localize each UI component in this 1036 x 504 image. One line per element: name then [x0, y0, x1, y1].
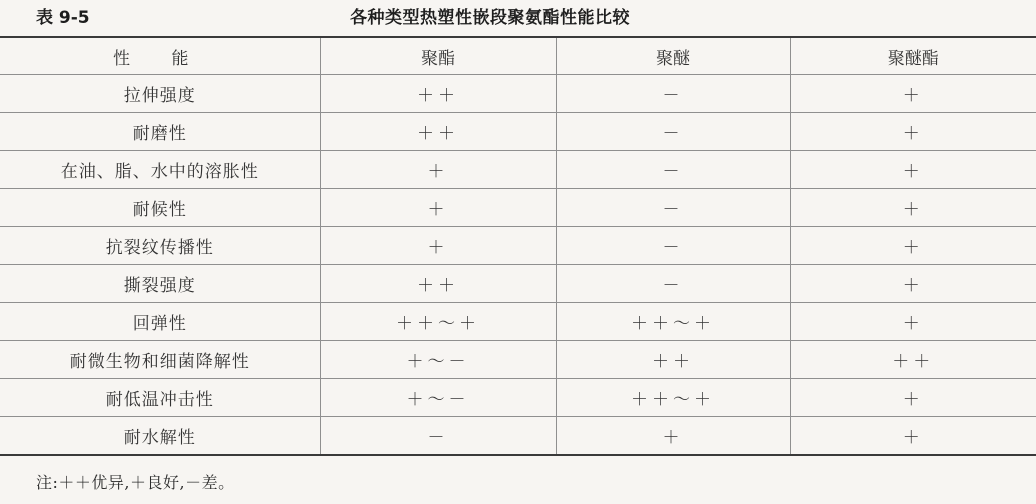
header-property: 性 能: [0, 37, 320, 75]
polyester-rating: ＋＋: [320, 265, 556, 303]
table-row: [0, 113, 1036, 151]
polyester-rating: ＋＋～＋: [320, 303, 556, 341]
polyether-rating: －: [556, 113, 790, 151]
property-cell: 耐候性: [0, 189, 320, 227]
table-row: [0, 417, 1036, 456]
table-row: [0, 303, 1036, 341]
table-row: [0, 379, 1036, 417]
polyether-rating: ＋＋～＋: [556, 379, 790, 417]
property-cell: 抗裂纹传播性: [0, 227, 320, 265]
property-cell: 耐低温冲击性: [0, 379, 320, 417]
table-caption: [0, 3, 1036, 29]
property-cell: 在油、脂、水中的溶胀性: [0, 151, 320, 189]
table-title: 各种类型热塑性嵌段聚氨酯性能比较: [350, 8, 630, 28]
table-footnote: 注:＋＋优异,＋良好,－差。: [36, 473, 235, 492]
polyester-rating: ＋＋: [320, 113, 556, 151]
polyether-rating: －: [556, 151, 790, 189]
polyester-rating: ＋～－: [320, 379, 556, 417]
polyether-rating: －: [556, 189, 790, 227]
table-header-row: [0, 37, 1036, 75]
polyether-ester-rating: ＋: [902, 428, 924, 448]
polyether-rating: ＋: [556, 417, 790, 456]
polyether-ester-rating: ＋: [790, 379, 1036, 417]
polyether-ester-rating: ＋: [790, 265, 1036, 303]
polyester-rating: ＋: [320, 151, 556, 189]
polyester-rating: －: [320, 417, 556, 456]
table-row: [0, 151, 1036, 189]
table-row: [0, 227, 1036, 265]
polyether-ester-rating: ＋: [790, 75, 1036, 113]
header-polyether: 聚醚: [556, 37, 790, 75]
table-number: 表 9-5: [36, 8, 90, 28]
polyether-ester-rating: ＋: [790, 303, 1036, 341]
polyester-rating: ＋～－: [320, 341, 556, 379]
table-row: [0, 75, 1036, 113]
polyester-rating: ＋＋: [320, 75, 556, 113]
polyester-rating: ＋: [320, 189, 556, 227]
header-polyester: 聚酯: [320, 37, 556, 75]
polyester-rating: ＋: [320, 227, 556, 265]
property-cell: 拉伸强度: [0, 75, 320, 113]
polyether-ester-rating: ＋＋: [790, 341, 1036, 379]
polyether-ester-rating: ＋: [790, 227, 1036, 265]
table-row: [0, 341, 1036, 379]
table-row: [0, 265, 1036, 303]
polyether-ester-rating: ＋: [790, 113, 1036, 151]
header-polyether-ester: 聚醚酯: [790, 37, 1036, 75]
property-cell: 耐水解性: [0, 417, 320, 456]
comparison-table: [0, 36, 1036, 456]
property-cell: 回弹性: [0, 303, 320, 341]
polyether-rating: －: [556, 75, 790, 113]
polyether-rating: －: [556, 265, 790, 303]
polyether-rating: ＋＋～＋: [556, 303, 790, 341]
polyether-rating: ＋＋: [556, 341, 790, 379]
property-cell: 耐微生物和细菌降解性: [0, 341, 320, 379]
polyether-ester-rating: ＋: [790, 151, 1036, 189]
property-cell: 撕裂强度: [0, 265, 320, 303]
property-cell: 耐磨性: [0, 113, 320, 151]
polyether-rating: －: [556, 227, 790, 265]
table-row: [0, 189, 1036, 227]
polyether-ester-rating: ＋: [790, 189, 1036, 227]
